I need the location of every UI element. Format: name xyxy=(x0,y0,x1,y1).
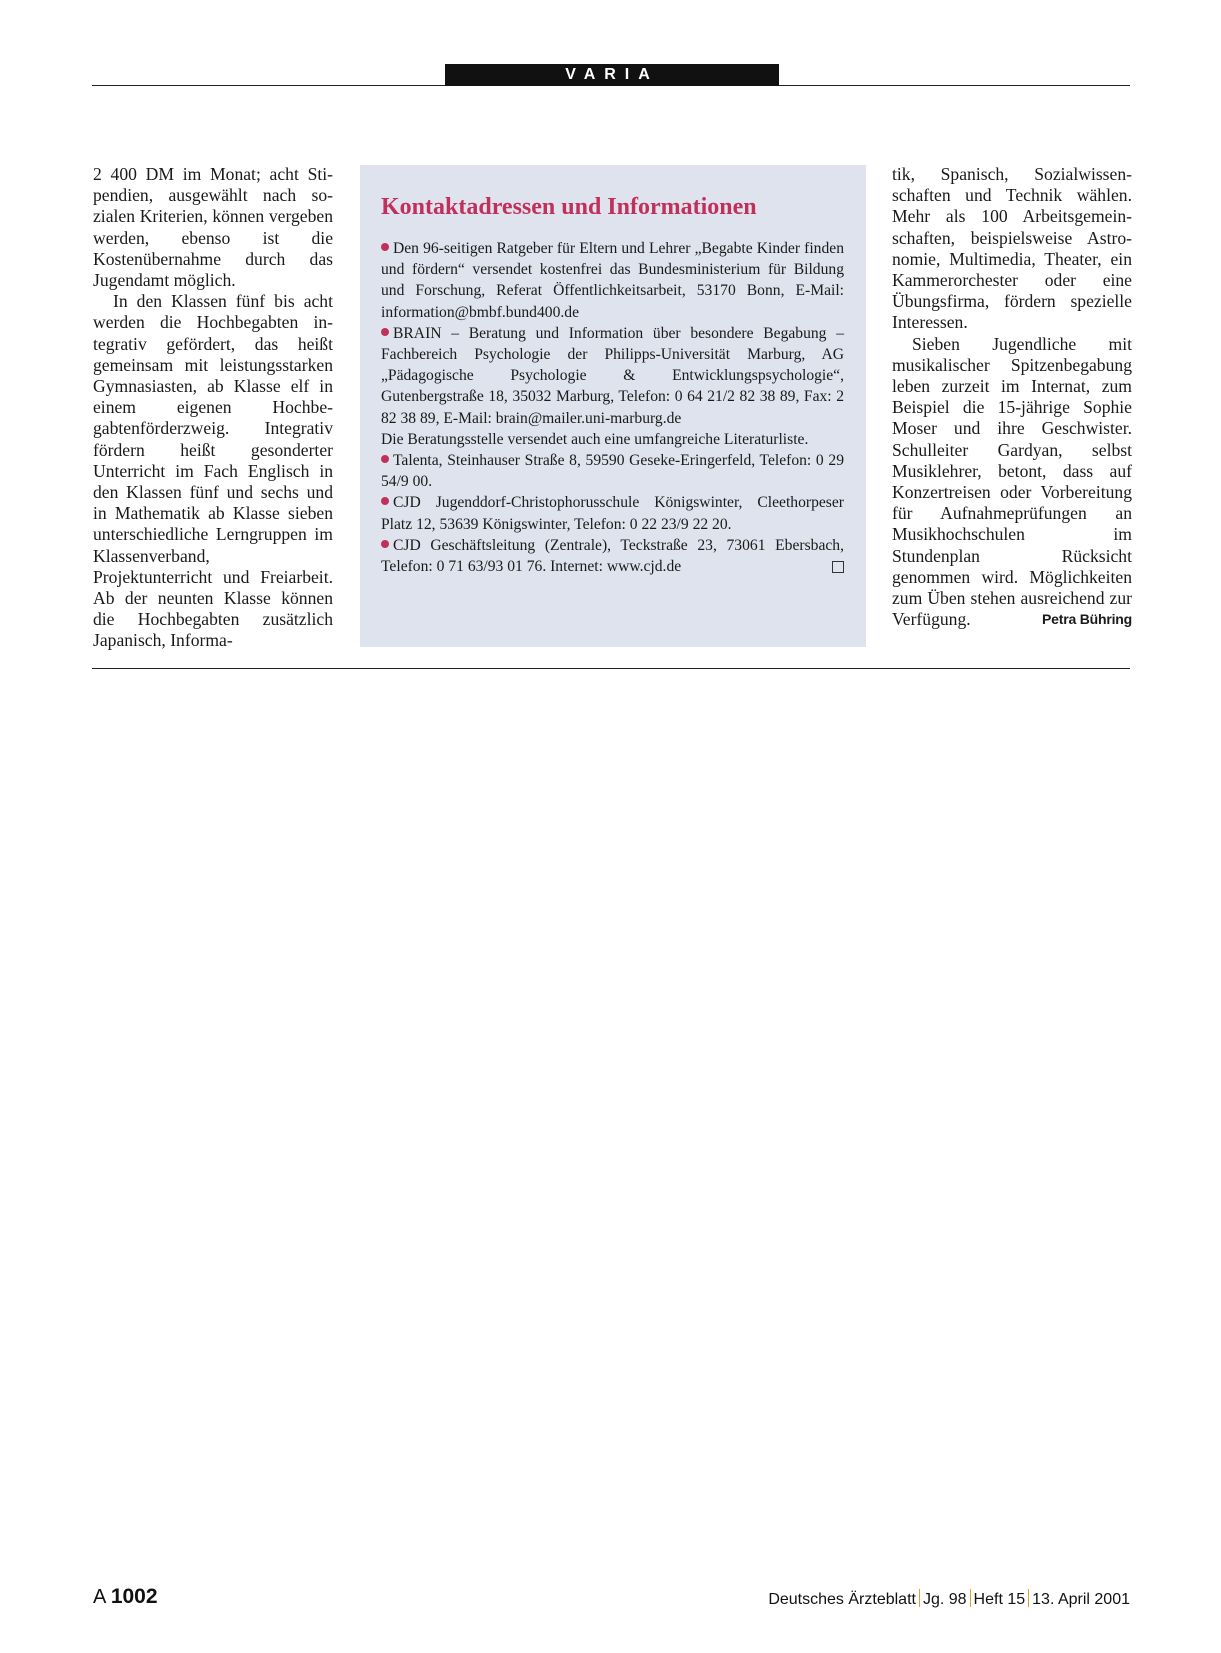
infobox-entry xyxy=(381,323,844,429)
infobox-note: Die Beratungsstelle versendet auch eine umfangreiche Literaturliste. xyxy=(381,430,809,448)
left-paragraph-2: In den Klassen fünf bis acht werden die Hochbegabten integrativ gefördert, das heißt gemeinsam mit leistungsstarken Gymnasiasten, ab Klasse elf in einem eigenen Hochbegabtenförderzweig. Integrativ fördern heißt gesonderter Unterricht im Fach Englisch in den Klassen fünf und sechs und in Mathematik ab Klasse sieben unterschiedliche Lerngruppen im Klassenverband, Projektunterricht und Freiarbeit. Ab der neunten Klasse können die Hochbegabten zusätzlich Japanisch, Informa- xyxy=(93,291,333,651)
entry-text: Talenta, Steinhauser Straße 8, 59590 Geseke-Eringerfeld, Telefon: 0 29 54/9 00. xyxy=(381,452,844,491)
entry-text: CJD Geschäftsleitung (Zentrale), Teckstraße 23, 73061 Ebersbach, Telefon: 0 71 63/93 01 76. Internet: www.cjd.de xyxy=(381,536,844,576)
entry-text: BRAIN – Beratung und Information über besondere Begabung – Fachbereich Psychologie der Philipps-Universität Marburg, AG „Pädagogische Psychologie & Entwicklungspsychologie“, Gutenbergstraße 18, 35032 Marburg, Telefon: 0 64 21/2 82 38 89, Fax: 2 82 38 89, E-Mail: brain@mailer.uni-marburg.de xyxy=(381,324,844,427)
bullet-icon xyxy=(381,497,389,505)
infobox-entry xyxy=(381,535,844,577)
journal-name: Deutsches Ärzteblatt xyxy=(768,1591,916,1608)
journal-volume: Jg. 98 xyxy=(922,1591,967,1608)
right-paragraph-2-text: Sieben Jugendliche mit musikalischer Spitzenbegabung leben zurzeit im Internat, zum Beispiel die 15-jährige Sophie Moser und ihre Geschwister. Schulleiter Gardyan, selbst Musiklehrer, betont, dass auf Konzertreisen oder Vorbereitung für Aufnahmeprüfungen an Musikhochschulen im Stundenplan Rücksicht genommen wird. Möglichkeiten zum Üben stehen ausreichend zur Verfügung. xyxy=(892,333,1132,630)
bullet-icon xyxy=(381,540,389,548)
footer-citation xyxy=(768,1589,1130,1609)
separator xyxy=(970,1589,971,1607)
infobox-title: Kontaktadressen und Informationen xyxy=(381,194,757,220)
right-column xyxy=(892,164,1132,630)
right-paragraph-2 xyxy=(892,334,1132,631)
bullet-icon xyxy=(381,455,389,463)
separator xyxy=(919,1589,920,1607)
page-number-value: 1002 xyxy=(110,1585,158,1608)
infobox-entry xyxy=(381,450,844,492)
right-paragraph-1: tik, Spanisch, Sozialwissenschaften und Technik wählen. Mehr als 100 Arbeitsgemeinschaften, beispielsweise Astronomie, Multimedia, Theater, ein Kammerorchester oder eine Übungsfirma, fördern spezielle Interessen. xyxy=(892,164,1132,333)
infobox-entry xyxy=(381,492,844,534)
left-column xyxy=(93,164,333,652)
page-number xyxy=(93,1585,158,1609)
entry-text: Den 96-seitigen Ratgeber für Eltern und Lehrer „Begabte Kinder finden und fördern“ versendet kostenfrei das Bundesministerium für Bildung und Forschung, Referat Öffentlichkeitsarbeit, 53170 Bonn, E-Mail: information@bmbf.bund400.de xyxy=(381,240,844,321)
journal-issue: Heft 15 xyxy=(973,1591,1026,1608)
end-square-icon xyxy=(832,561,844,573)
bullet-icon xyxy=(381,243,389,251)
entry-text: CJD Jugenddorf-Christophorusschule Königswinter, Cleethorpeser Platz 12, 53639 Königswinter, Telefon: 0 22 23/9 22 20. xyxy=(381,494,844,533)
section-label: VARIA xyxy=(445,64,779,86)
author-name: Petra Bühring xyxy=(1042,611,1132,628)
bullet-icon xyxy=(381,328,389,336)
infobox-entries xyxy=(381,238,844,577)
infobox-entry xyxy=(381,238,844,323)
left-paragraph-1: 2 400 DM im Monat; acht Stipendien, ausgewählt nach sozialen Kriterien, können vergeben werden, ebenso ist die Kostenübernahme durch das Jugendamt möglich. xyxy=(93,164,333,291)
separator xyxy=(1028,1589,1029,1607)
journal-date: 13. April 2001 xyxy=(1032,1591,1130,1608)
page-prefix: A xyxy=(93,1586,106,1608)
contact-infobox xyxy=(360,165,866,647)
bottom-rule xyxy=(92,668,1130,669)
